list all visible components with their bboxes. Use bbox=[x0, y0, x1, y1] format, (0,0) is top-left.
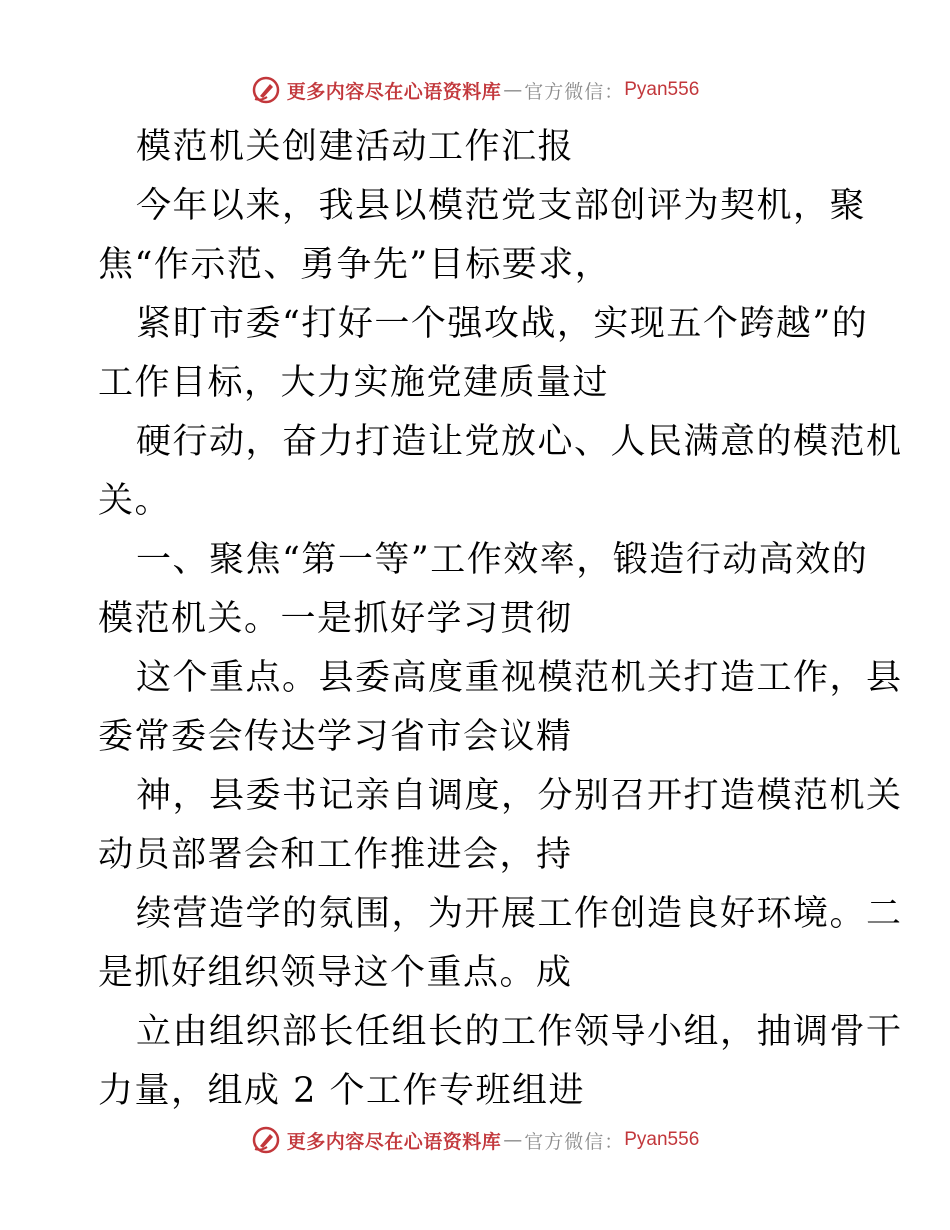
text-line: 紧盯市委“打好一个强攻战，实现五个跨越”的 bbox=[136, 304, 869, 344]
text-line: 工作目标，大力实施党建质量过 bbox=[98, 363, 610, 403]
watermark-separator: — bbox=[503, 1129, 523, 1151]
text-line: 关。 bbox=[98, 481, 172, 521]
text-line: 动员部署会和工作推进会，持 bbox=[98, 835, 573, 875]
text-line: 硬行动，奋力打造让党放心、人民满意的模范机 bbox=[136, 422, 903, 462]
watermark-main-text: 更多内容尽在心语资料库 bbox=[286, 1130, 502, 1153]
text-line: 这个重点。县委高度重视模范机关打造工作，县 bbox=[136, 658, 903, 698]
text-line: 一、聚焦“第一等”工作效率，锻造行动高效的 bbox=[136, 540, 869, 580]
quill-pen-icon bbox=[251, 1125, 281, 1155]
watermark-separator: — bbox=[503, 79, 523, 101]
text-line: 焦“作示范、勇争先”目标要求， bbox=[98, 245, 612, 285]
document-title: 模范机关创建活动工作汇报 bbox=[136, 127, 575, 167]
watermark-main-text: 更多内容尽在心语资料库 bbox=[286, 80, 502, 103]
watermark-footer bbox=[0, 1120, 950, 1160]
document-body bbox=[98, 118, 903, 1121]
text-line: 续营造学的氛围，为开展工作创造良好环境。二 bbox=[136, 894, 903, 934]
quill-pen-icon bbox=[251, 75, 281, 105]
text-line: 是抓好组织领导这个重点。成 bbox=[98, 953, 573, 993]
text-line: 立由组织部长任组长的工作领导小组，抽调骨干 bbox=[136, 1012, 903, 1052]
watermark-header bbox=[0, 70, 950, 110]
text-line: 今年以来，我县以模范党支部创评为契机，聚 bbox=[136, 186, 867, 226]
watermark-handle: Pyan556 bbox=[624, 1129, 700, 1150]
text-line: 神，县委书记亲自调度，分别召开打造模范机关 bbox=[136, 776, 903, 816]
text-line: 力量，组成 2 个工作专班组进 bbox=[98, 1071, 586, 1111]
watermark-handle: Pyan556 bbox=[624, 79, 700, 100]
watermark-label: 官方微信： bbox=[524, 1130, 625, 1153]
text-line: 模范机关。一是抓好学习贯彻 bbox=[98, 599, 573, 639]
text-line: 委常委会传达学习省市会议精 bbox=[98, 717, 573, 757]
watermark-label: 官方微信： bbox=[524, 80, 625, 103]
